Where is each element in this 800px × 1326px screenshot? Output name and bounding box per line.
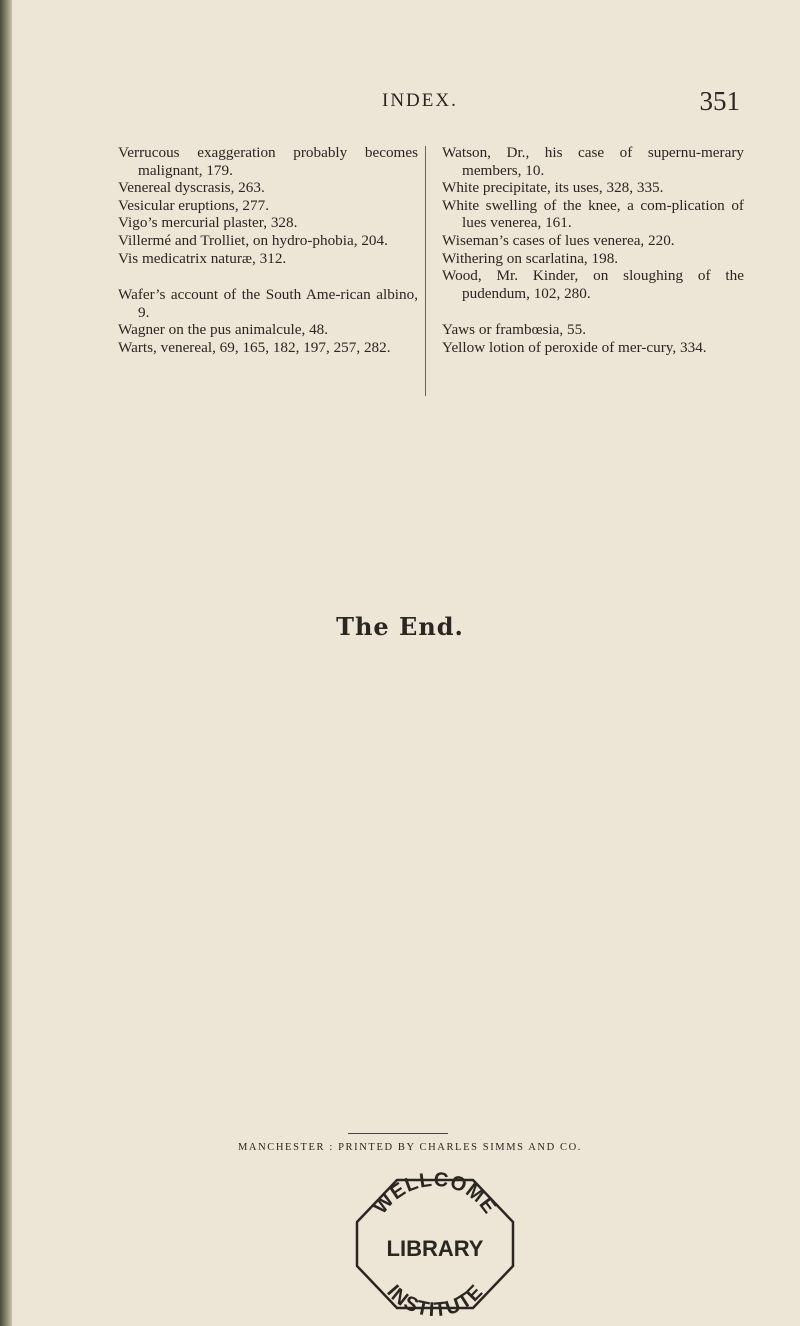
the-end-colophon: The End. [336, 612, 464, 641]
index-entry: Vesicular eruptions, 277. [118, 196, 269, 214]
page-number: 351 [699, 86, 740, 116]
index-column-right [442, 144, 744, 357]
index-entry: Watson, Dr., his case of supernu-merary members, 10. [442, 144, 744, 179]
index-entry: Venereal dyscrasis, 263. [118, 179, 265, 197]
svg-text:INSTITUTE [382, 1281, 487, 1322]
index-entry: White precipitate, its uses, 328, 335. [442, 179, 664, 197]
library-stamp-icon [345, 1162, 525, 1326]
stamp-bottom-text: INSTITUTE [382, 1280, 488, 1322]
page-header [120, 86, 740, 122]
index-entry: Yellow lotion of peroxide of mer-cury, 334. [442, 338, 707, 356]
stamp-top-text: WELLCOME [369, 1168, 501, 1219]
book-binding-edge [0, 0, 12, 1326]
index-entry: Wiseman’s cases of lues venerea, 220. [442, 231, 675, 249]
svg-text:WELLCOME [370, 1169, 501, 1219]
index-entry: Warts, venereal, 69, 165, 182, 197, 257, 282. [118, 338, 391, 356]
index-entry: Yaws or frambœsia, 55. [442, 321, 586, 339]
index-entry: Villermé and Trolliet, on hydro-phobia, 204. [118, 231, 388, 249]
running-title: INDEX. [382, 90, 458, 111]
index-column-left [118, 144, 418, 357]
index-entry: Vis medicatrix naturæ, 312. [118, 249, 287, 267]
index-entry: Verrucous exaggeration probably becomes malignant, 179. [118, 144, 418, 179]
index-entry: Wafer’s account of the South Ame-rican albino, 9. [118, 286, 418, 321]
stamp-center-text: LIBRARY [386, 1236, 484, 1261]
index-entry: Wagner on the pus animalcule, 48. [118, 321, 329, 339]
index-entry: Vigo’s mercurial plaster, 328. [118, 214, 298, 232]
printer-imprint: MANCHESTER : PRINTED BY CHARLES SIMMS AND CO. [237, 1142, 583, 1153]
printer-divider [348, 1133, 448, 1134]
column-divider [425, 146, 426, 396]
index-entry: Wood, Mr. Kinder, on sloughing of the pudendum, 102, 280. [442, 267, 744, 302]
index-entry: Withering on scarlatina, 198. [442, 249, 619, 267]
index-entry: White swelling of the knee, a com-plication of lues venerea, 161. [442, 196, 744, 232]
